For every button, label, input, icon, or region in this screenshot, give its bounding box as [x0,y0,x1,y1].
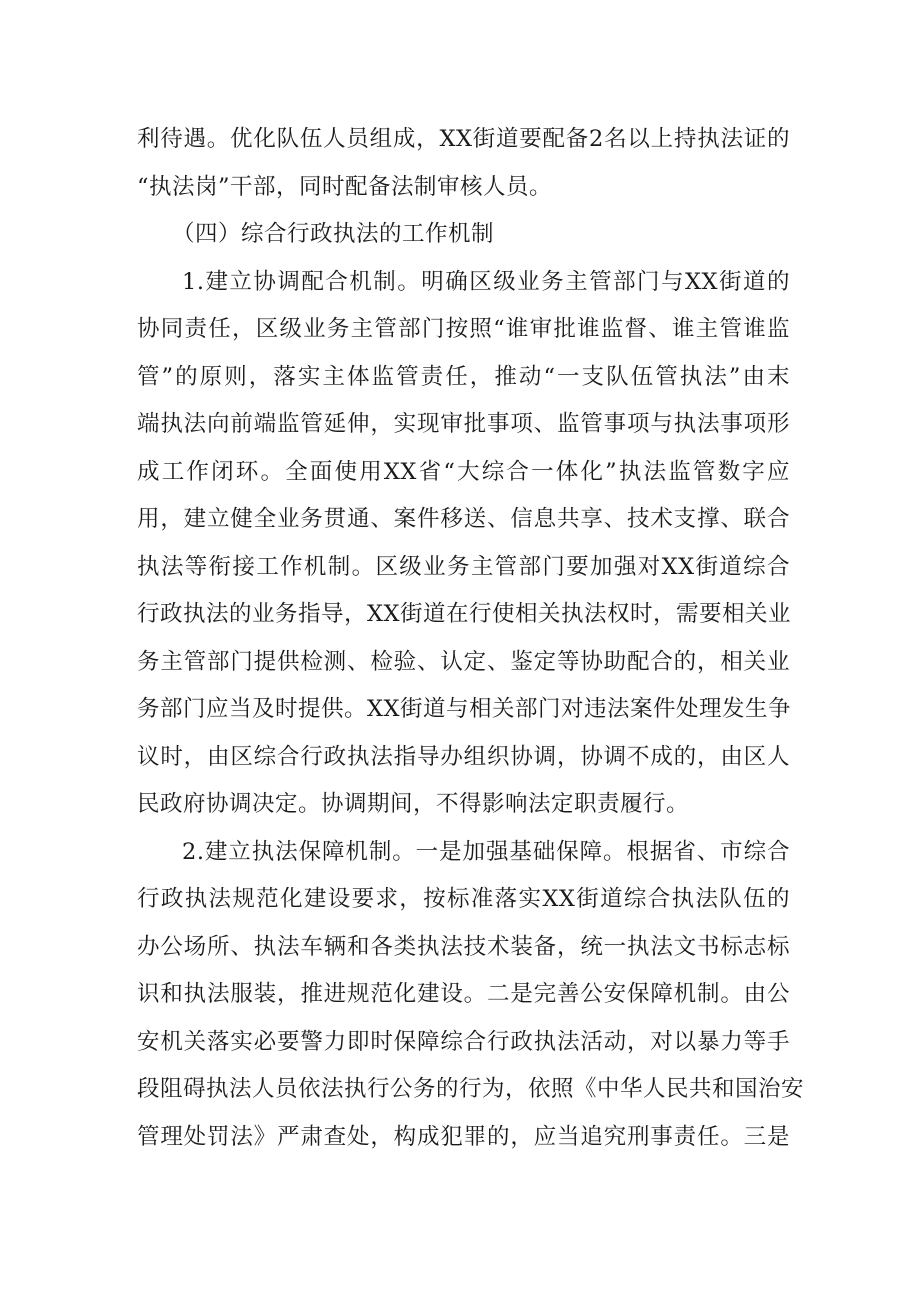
body-line: 成工作闭环。全面使用XX省“大综合一体化”执法监管数字应 [137,458,790,485]
body-line: “执法岗”干部，同时配备法制审核人员。 [137,173,553,200]
body-line: 务主管部门提供检测、检验、认定、鉴定等协助配合的，相关业 [137,648,790,675]
body-line: 行政执法规范化建设要求，按标准落实XX街道综合执法队伍的 [137,886,790,912]
body-line: 协同责任，区级业务主管部门按照“谁审批谁监督、谁主管谁监 [137,316,790,342]
paragraph-first-line: 1.建立协调配合机制。明确区级业务主管部门与XX街道的 [182,268,790,295]
body-line: 段阻碍执法人员依法执行公务的行为，依照《中华人民共和国治安 [137,1076,805,1102]
body-line: 管”的原则，落实主体监管责任，推动“一支队伍管执法”由末 [137,363,790,390]
document-body [137,116,805,1161]
paragraph-first-line: 2.建立执法保障机制。一是加强基础保障。根据省、市综合 [182,838,790,865]
body-line: 务部门应当及时提供。XX街道与相关部门对违法案件处理发生争 [137,696,792,722]
body-line: 用，建立健全业务贯通、案件移送、信息共享、技术支撑、联合 [137,506,790,532]
body-line: 端执法向前端监管延伸，实现审批事项、监管事项与执法事项形 [137,411,790,437]
body-line: 安机关落实必要警力即时保障综合行政执法活动，对以暴力等手 [137,1028,790,1055]
body-line: 管理处罚法》严肃查处，构成犯罪的，应当追究刑事责任。三是 [137,1123,790,1150]
section-heading: （四）综合行政执法的工作机制 [172,221,495,247]
body-line: 利待遇。优化队伍人员组成，XX街道要配备2名以上持执法证的 [137,126,790,152]
body-line: 办公场所、执法车辆和各类执法技术装备，统一执法文书标志标 [137,933,790,960]
body-line: 议时，由区综合行政执法指导办组织协调，协调不成的，由区人 [137,743,790,770]
body-line: 民政府协调决定。协调期间，不得影响法定职责履行。 [137,791,690,817]
body-line: 行政执法的业务指导，XX街道在行使相关执法权时，需要相关业 [137,601,792,627]
body-line: 执法等衔接工作机制。区级业务主管部门要加强对XX街道综合 [137,553,790,580]
body-line: 识和执法服装，推进规范化建设。二是完善公安保障机制。由公 [137,981,790,1007]
